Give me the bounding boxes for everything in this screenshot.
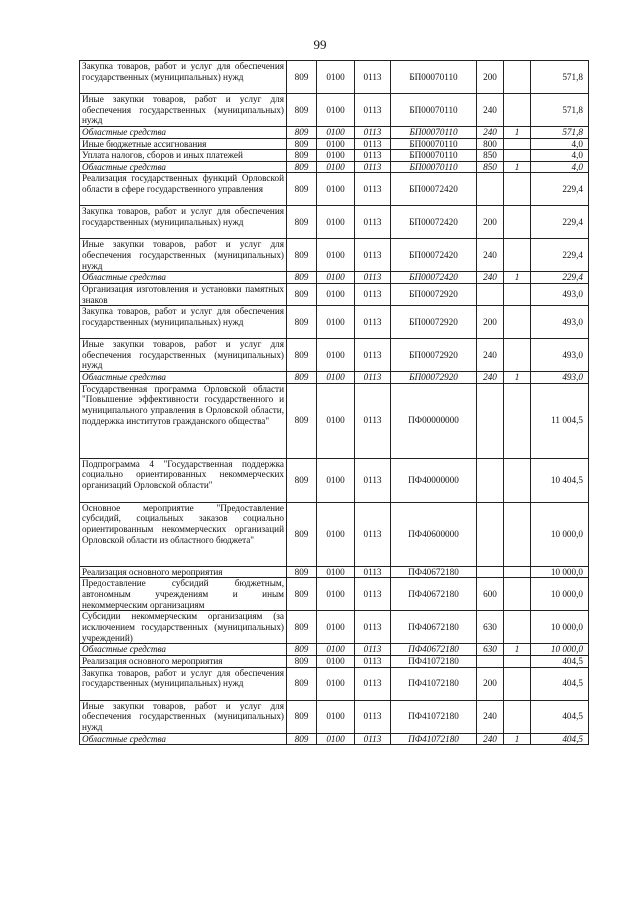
row-target-article: БП00072420 [391, 206, 477, 239]
row-fund-code [504, 566, 531, 578]
row-name: Субсидии некоммерческим организациям (за исключением государственных (муниципальных) учреждений) [80, 611, 287, 644]
row-section-code: 0100 [317, 733, 355, 745]
table-row [80, 94, 589, 127]
row-name: Предоставление субсидий бюджетным, автономным учреждениям и иным некоммерческим организациям [80, 578, 287, 611]
table-row [80, 667, 589, 700]
row-name: Закупка товаров, работ и услуг для обеспечения государственных (муниципальных) нужд [80, 206, 287, 239]
row-name: Закупка товаров, работ и услуг для обеспечения государственных (муниципальных) нужд [80, 306, 287, 339]
row-section-code: 0100 [317, 272, 355, 284]
row-name: Областные средства [80, 733, 287, 745]
row-expense-type: 240 [477, 733, 504, 745]
row-ved-code: 809 [287, 94, 317, 127]
row-fund-code [504, 339, 531, 372]
row-section-code: 0100 [317, 94, 355, 127]
table-row [80, 383, 589, 458]
row-expense-type: 240 [477, 339, 504, 372]
row-expense-type: 200 [477, 61, 504, 94]
budget-table [79, 60, 589, 745]
row-amount: 10 000,0 [531, 644, 589, 656]
row-ved-code: 809 [287, 150, 317, 162]
row-name: Областные средства [80, 161, 287, 173]
row-section-code: 0100 [317, 611, 355, 644]
row-subsection-code: 0113 [355, 161, 391, 173]
row-expense-type: 600 [477, 578, 504, 611]
row-expense-type: 240 [477, 372, 504, 384]
row-subsection-code: 0113 [355, 127, 391, 139]
row-section-code: 0100 [317, 239, 355, 272]
row-section-code: 0100 [317, 138, 355, 150]
table-row [80, 611, 589, 644]
row-target-article: БП00072920 [391, 339, 477, 372]
row-name: Иные закупки товаров, работ и услуг для обеспечения государственных (муниципальных) нужд [80, 339, 287, 372]
row-amount: 229,4 [531, 206, 589, 239]
row-name: Реализация основного мероприятия [80, 655, 287, 667]
row-expense-type: 240 [477, 700, 504, 733]
row-fund-code [504, 239, 531, 272]
row-subsection-code: 0113 [355, 578, 391, 611]
row-fund-code [504, 502, 531, 566]
row-subsection-code: 0113 [355, 644, 391, 656]
row-ved-code: 809 [287, 61, 317, 94]
row-ved-code: 809 [287, 138, 317, 150]
table-row [80, 700, 589, 733]
row-subsection-code: 0113 [355, 239, 391, 272]
row-target-article: ПФ40000000 [391, 458, 477, 502]
row-section-code: 0100 [317, 283, 355, 305]
table-row [80, 161, 589, 173]
row-amount: 10 404,5 [531, 458, 589, 502]
row-subsection-code: 0113 [355, 173, 391, 206]
row-section-code: 0100 [317, 61, 355, 94]
row-name: Иные бюджетные ассигнования [80, 138, 287, 150]
row-section-code: 0100 [317, 161, 355, 173]
table-row [80, 339, 589, 372]
row-ved-code: 809 [287, 372, 317, 384]
row-ved-code: 809 [287, 272, 317, 284]
row-section-code: 0100 [317, 127, 355, 139]
row-ved-code: 809 [287, 700, 317, 733]
row-expense-type: 200 [477, 206, 504, 239]
row-section-code: 0100 [317, 206, 355, 239]
row-section-code: 0100 [317, 306, 355, 339]
row-name: Подпрограмма 4 "Государственная поддержка социально ориентированных некоммерческих организаций Орловской области" [80, 458, 287, 502]
row-subsection-code: 0113 [355, 700, 391, 733]
table-row [80, 206, 589, 239]
table-row [80, 655, 589, 667]
row-ved-code: 809 [287, 383, 317, 458]
row-name: Уплата налогов, сборов и иных платежей [80, 150, 287, 162]
row-target-article: БП00070110 [391, 94, 477, 127]
row-subsection-code: 0113 [355, 667, 391, 700]
row-amount: 571,8 [531, 94, 589, 127]
row-amount: 404,5 [531, 667, 589, 700]
page-number: 99 [313, 37, 327, 52]
table-row [80, 644, 589, 656]
row-subsection-code: 0113 [355, 150, 391, 162]
table-row [80, 150, 589, 162]
row-amount: 571,8 [531, 61, 589, 94]
row-fund-code [504, 383, 531, 458]
row-subsection-code: 0113 [355, 138, 391, 150]
row-amount: 404,5 [531, 733, 589, 745]
row-target-article: ПФ41072180 [391, 733, 477, 745]
row-name: Реализация основного мероприятия [80, 566, 287, 578]
row-target-article: ПФ40672180 [391, 611, 477, 644]
row-ved-code: 809 [287, 458, 317, 502]
row-amount: 10 000,0 [531, 502, 589, 566]
row-amount: 571,8 [531, 127, 589, 139]
row-section-code: 0100 [317, 566, 355, 578]
row-name: Областные средства [80, 127, 287, 139]
row-expense-type: 240 [477, 94, 504, 127]
row-fund-code [504, 150, 531, 162]
row-expense-type: 850 [477, 150, 504, 162]
row-fund-code [504, 206, 531, 239]
row-amount: 229,4 [531, 239, 589, 272]
row-name: Реализация государственных функций Орловской области в сфере государственного управления [80, 173, 287, 206]
row-section-code: 0100 [317, 458, 355, 502]
row-fund-code [504, 61, 531, 94]
row-ved-code: 809 [287, 127, 317, 139]
row-amount: 11 004,5 [531, 383, 589, 458]
row-amount: 229,4 [531, 173, 589, 206]
row-expense-type [477, 566, 504, 578]
table-row [80, 61, 589, 94]
row-amount: 404,5 [531, 655, 589, 667]
row-fund-code [504, 283, 531, 305]
row-subsection-code: 0113 [355, 339, 391, 372]
row-fund-code [504, 655, 531, 667]
table-row [80, 239, 589, 272]
row-subsection-code: 0113 [355, 655, 391, 667]
row-subsection-code: 0113 [355, 283, 391, 305]
row-amount: 404,5 [531, 700, 589, 733]
row-fund-code: 1 [504, 127, 531, 139]
row-ved-code: 809 [287, 161, 317, 173]
row-target-article: БП00072920 [391, 283, 477, 305]
row-fund-code [504, 700, 531, 733]
row-name: Областные средства [80, 644, 287, 656]
row-ved-code: 809 [287, 578, 317, 611]
table-row [80, 283, 589, 305]
row-section-code: 0100 [317, 372, 355, 384]
row-fund-code [504, 458, 531, 502]
row-target-article: ПФ40600000 [391, 502, 477, 566]
row-section-code: 0100 [317, 578, 355, 611]
row-amount: 493,0 [531, 372, 589, 384]
row-expense-type: 630 [477, 611, 504, 644]
row-ved-code: 809 [287, 306, 317, 339]
row-target-article: ПФ40672180 [391, 578, 477, 611]
row-target-article: ПФ41072180 [391, 667, 477, 700]
row-expense-type [477, 173, 504, 206]
table-row [80, 127, 589, 139]
row-target-article: ПФ40672180 [391, 566, 477, 578]
row-amount: 4,0 [531, 161, 589, 173]
row-ved-code: 809 [287, 655, 317, 667]
row-expense-type: 850 [477, 161, 504, 173]
row-target-article: БП00070110 [391, 138, 477, 150]
row-section-code: 0100 [317, 383, 355, 458]
row-target-article: ПФ00000000 [391, 383, 477, 458]
row-name: Иные закупки товаров, работ и услуг для обеспечения государственных (муниципальных) нужд [80, 700, 287, 733]
row-expense-type: 240 [477, 239, 504, 272]
table-row [80, 458, 589, 502]
row-section-code: 0100 [317, 700, 355, 733]
row-expense-type: 800 [477, 138, 504, 150]
row-fund-code: 1 [504, 272, 531, 284]
row-name: Закупка товаров, работ и услуг для обеспечения государственных (муниципальных) нужд [80, 667, 287, 700]
row-amount: 4,0 [531, 138, 589, 150]
row-ved-code: 809 [287, 611, 317, 644]
row-target-article: БП00072420 [391, 239, 477, 272]
row-target-article: ПФ41072180 [391, 700, 477, 733]
row-expense-type: 240 [477, 127, 504, 139]
row-subsection-code: 0113 [355, 272, 391, 284]
row-ved-code: 809 [287, 206, 317, 239]
row-subsection-code: 0113 [355, 206, 391, 239]
row-target-article: ПФ40672180 [391, 644, 477, 656]
row-fund-code: 1 [504, 644, 531, 656]
row-target-article: БП00070110 [391, 161, 477, 173]
row-name: Областные средства [80, 272, 287, 284]
row-amount: 10 000,0 [531, 611, 589, 644]
table-row [80, 306, 589, 339]
row-subsection-code: 0113 [355, 502, 391, 566]
row-subsection-code: 0113 [355, 611, 391, 644]
table-row [80, 502, 589, 566]
row-fund-code [504, 611, 531, 644]
row-name: Иные закупки товаров, работ и услуг для обеспечения государственных (муниципальных) нужд [80, 239, 287, 272]
row-target-article: БП00072920 [391, 306, 477, 339]
row-ved-code: 809 [287, 502, 317, 566]
row-fund-code [504, 173, 531, 206]
row-expense-type [477, 458, 504, 502]
row-section-code: 0100 [317, 339, 355, 372]
row-fund-code [504, 667, 531, 700]
row-target-article: БП00070110 [391, 127, 477, 139]
row-target-article: БП00072420 [391, 173, 477, 206]
row-expense-type [477, 383, 504, 458]
row-amount: 10 000,0 [531, 578, 589, 611]
row-subsection-code: 0113 [355, 372, 391, 384]
row-subsection-code: 0113 [355, 458, 391, 502]
row-subsection-code: 0113 [355, 94, 391, 127]
row-ved-code: 809 [287, 644, 317, 656]
row-subsection-code: 0113 [355, 566, 391, 578]
row-fund-code [504, 138, 531, 150]
row-ved-code: 809 [287, 339, 317, 372]
row-subsection-code: 0113 [355, 61, 391, 94]
row-amount: 229,4 [531, 272, 589, 284]
row-expense-type: 200 [477, 667, 504, 700]
table-row [80, 578, 589, 611]
row-name: Закупка товаров, работ и услуг для обеспечения государственных (муниципальных) нужд [80, 61, 287, 94]
row-fund-code: 1 [504, 161, 531, 173]
row-fund-code [504, 94, 531, 127]
row-subsection-code: 0113 [355, 733, 391, 745]
table-row [80, 272, 589, 284]
row-target-article: БП00070110 [391, 61, 477, 94]
table-row [80, 138, 589, 150]
row-name: Иные закупки товаров, работ и услуг для обеспечения государственных (муниципальных) нужд [80, 94, 287, 127]
table-row [80, 566, 589, 578]
row-section-code: 0100 [317, 667, 355, 700]
row-name: Основное мероприятие "Предоставление субсидий, социальных заказов социально ориентированным некоммерческих организаций Орловской области из областного бюджета" [80, 502, 287, 566]
row-ved-code: 809 [287, 667, 317, 700]
row-expense-type: 240 [477, 272, 504, 284]
table-row [80, 173, 589, 206]
row-fund-code [504, 306, 531, 339]
row-name: Областные средства [80, 372, 287, 384]
row-expense-type: 200 [477, 306, 504, 339]
row-section-code: 0100 [317, 644, 355, 656]
row-amount: 493,0 [531, 306, 589, 339]
table-row [80, 733, 589, 745]
row-ved-code: 809 [287, 733, 317, 745]
row-target-article: БП00072920 [391, 372, 477, 384]
table-row [80, 372, 589, 384]
row-amount: 493,0 [531, 339, 589, 372]
row-fund-code: 1 [504, 372, 531, 384]
row-ved-code: 809 [287, 239, 317, 272]
row-name: Организация изготовления и установки памятных знаков [80, 283, 287, 305]
row-name: Государственная программа Орловской области "Повышение эффективности государственного и муниципального управления в Орловской области, поддержка институтов гражданского общества" [80, 383, 287, 458]
row-target-article: ПФ41072180 [391, 655, 477, 667]
row-amount: 493,0 [531, 283, 589, 305]
row-section-code: 0100 [317, 655, 355, 667]
row-expense-type [477, 502, 504, 566]
row-expense-type [477, 283, 504, 305]
row-amount: 10 000,0 [531, 566, 589, 578]
row-amount: 4,0 [531, 150, 589, 162]
row-expense-type: 630 [477, 644, 504, 656]
row-subsection-code: 0113 [355, 306, 391, 339]
row-ved-code: 809 [287, 283, 317, 305]
row-fund-code: 1 [504, 733, 531, 745]
row-section-code: 0100 [317, 150, 355, 162]
row-target-article: БП00072420 [391, 272, 477, 284]
row-target-article: БП00070110 [391, 150, 477, 162]
row-expense-type [477, 655, 504, 667]
row-ved-code: 809 [287, 566, 317, 578]
row-ved-code: 809 [287, 173, 317, 206]
row-section-code: 0100 [317, 173, 355, 206]
row-section-code: 0100 [317, 502, 355, 566]
row-subsection-code: 0113 [355, 383, 391, 458]
row-fund-code [504, 578, 531, 611]
